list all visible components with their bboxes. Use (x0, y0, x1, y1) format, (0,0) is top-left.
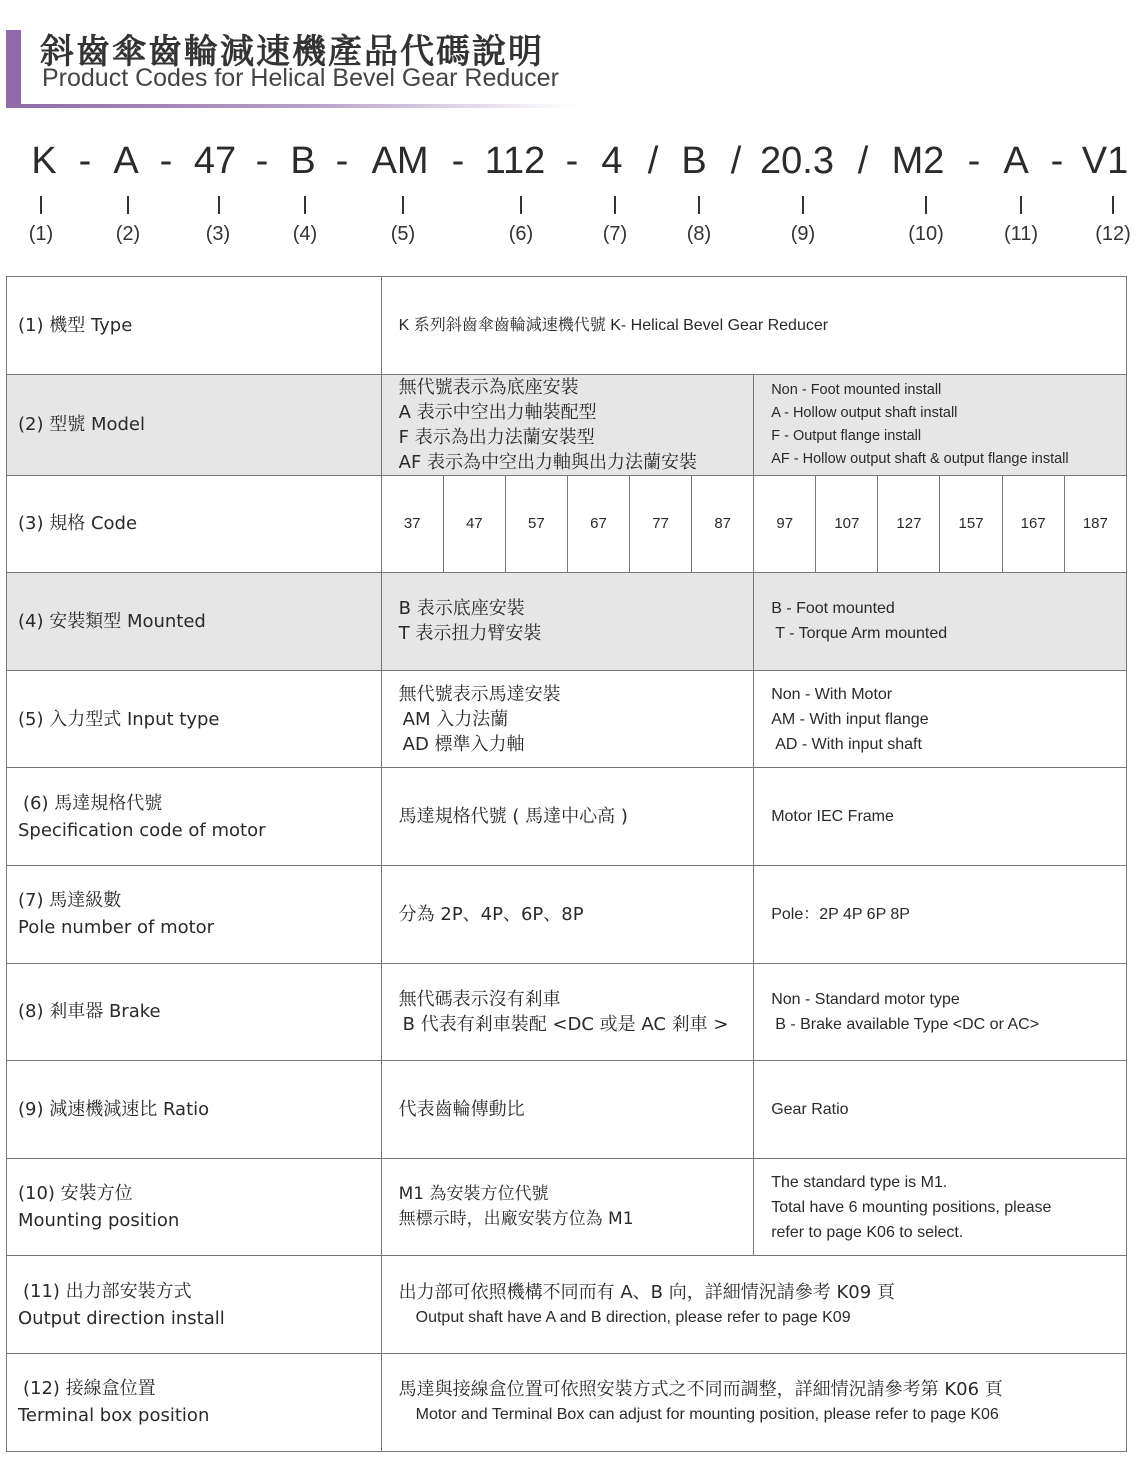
row-label: (10) 安裝方位 Mounting position (7, 1158, 382, 1256)
code-token: B (681, 140, 707, 182)
row-zh-description: M1 為安裝方位代號 無標示時，出廠安裝方位為 M1 (381, 1158, 754, 1256)
code-tick (925, 196, 927, 214)
row-label: (4) 安裝類型 Mounted (7, 573, 382, 671)
code-tick (520, 196, 522, 214)
row-zh-description: B 表示底座安裝 T 表示扭力臂安裝 (381, 573, 754, 671)
code-cell: 77 (630, 475, 692, 573)
code-separator: / (857, 140, 869, 182)
code-cell: 67 (567, 475, 629, 573)
code-cell: 157 (940, 475, 1002, 573)
code-cell: 47 (443, 475, 505, 573)
table-row (7, 1353, 1127, 1451)
code-separator: - (255, 140, 269, 182)
row-en-description: The standard type is M1. Total have 6 mounting positions, please refer to page K06 to select. (754, 1158, 1127, 1256)
row-label: (2) 型號 Model (7, 374, 382, 475)
code-separator: - (967, 140, 981, 182)
code-tick (40, 196, 42, 214)
code-separator: - (565, 140, 579, 182)
row-description: 出力部可依照機構不同而有 A、B 向，詳細情況請參考 K09 頁 Output shaft have A and B direction, please refer to page K09 (381, 1256, 1126, 1354)
code-number: (8) (686, 223, 712, 245)
page-subtitle: Product Codes for Helical Bevel Gear Reducer (42, 64, 559, 92)
row-zh-description: 無代碼表示沒有剎車 B 代表有剎車裝配 <DC 或是 AC 剎車 > (381, 963, 754, 1061)
row-zh-description: 無代號表示為底座安裝 A 表示中空出力軸裝配型 F 表示為出力法蘭安裝型 AF 表示為中空出力軸與出力法蘭安裝 (381, 374, 754, 475)
table-row (7, 768, 1127, 866)
table-row (7, 277, 1127, 375)
row-zh-description: 無代號表示馬達安裝 AM 入力法蘭 AD 標準入力軸 (381, 670, 754, 768)
code-separator: / (647, 140, 659, 182)
code-token: K (31, 140, 57, 182)
code-number: (2) (115, 223, 141, 245)
page-title: 斜齒傘齒輪減速機產品代碼說明 (40, 32, 544, 72)
code-cell: 57 (505, 475, 567, 573)
row-zh-description: 馬達規格代號 ( 馬達中心高 ) (381, 768, 754, 866)
code-separator: - (1050, 140, 1064, 182)
code-token: 4 (601, 140, 623, 182)
row-label: (6) 馬達規格代號 Specification code of motor (7, 768, 382, 866)
code-cell: 107 (816, 475, 878, 573)
code-tick (698, 196, 700, 214)
row-label: (11) 出力部安裝方式 Output direction install (7, 1256, 382, 1354)
header-underline (6, 104, 576, 108)
code-separator: / (730, 140, 742, 182)
row-zh-description: 分為 2P、4P、6P、8P (381, 865, 754, 963)
code-tick (127, 196, 129, 214)
code-number: (4) (292, 223, 318, 245)
code-tick (402, 196, 404, 214)
code-tick (1020, 196, 1022, 214)
row-label: (8) 剎車器 Brake (7, 963, 382, 1061)
code-tick (1112, 196, 1114, 214)
code-tick (614, 196, 616, 214)
code-token: B (290, 140, 316, 182)
code-number: (10) (908, 223, 944, 245)
row-en-description: Motor IEC Frame (754, 768, 1127, 866)
spec-table (6, 276, 1127, 1452)
row-label: (3) 規格 Code (7, 475, 382, 573)
table-row (7, 670, 1127, 768)
row-label: (12) 接線盒位置 Terminal box position (7, 1353, 382, 1451)
row-en-description: Gear Ratio (754, 1061, 1127, 1159)
code-token: V1 (1081, 140, 1129, 182)
code-cell: 127 (878, 475, 940, 573)
code-number: (6) (508, 223, 534, 245)
code-number: (12) (1095, 223, 1131, 245)
row-en-description: Non - With Motor AM - With input flange AD - With input shaft (754, 670, 1127, 768)
table-row (7, 1158, 1127, 1256)
code-token: 47 (193, 140, 237, 182)
code-tick (304, 196, 306, 214)
code-cell: 37 (381, 475, 443, 573)
row-description: 馬達與接線盒位置可依照安裝方式之不同而調整，詳細情況請參考第 K06 頁 Motor and Terminal Box can adjust for mounting position, please refer to page K06 (381, 1353, 1126, 1451)
code-token: AM (371, 140, 429, 182)
row-label: (1) 機型 Type (7, 277, 382, 375)
row-label: (5) 入力型式 Input type (7, 670, 382, 768)
table-row (7, 1256, 1127, 1354)
code-separator: - (335, 140, 349, 182)
table-row (7, 865, 1127, 963)
code-number: (9) (790, 223, 816, 245)
code-number: (3) (205, 223, 231, 245)
code-cell: 167 (1002, 475, 1064, 573)
header-accent-bar (6, 30, 21, 108)
code-tick (802, 196, 804, 214)
code-token: 20.3 (760, 140, 834, 182)
table-row (7, 475, 1127, 573)
row-en-description: Non - Foot mounted install A - Hollow output shaft install F - Output flange install AF - Hollow output shaft & output flange install (754, 374, 1127, 475)
code-separator: - (78, 140, 92, 182)
code-cell: 187 (1064, 475, 1126, 573)
table-row (7, 573, 1127, 671)
row-en-description: Pole：2P 4P 6P 8P (754, 865, 1127, 963)
code-cell: 97 (754, 475, 816, 573)
code-token: M2 (891, 140, 945, 182)
row-description: K 系列斜齒傘齒輪減速機代號 K- Helical Bevel Gear Reducer (381, 277, 1126, 375)
table-row (7, 963, 1127, 1061)
row-en-description: B - Foot mounted T - Torque Arm mounted (754, 573, 1127, 671)
code-separator: - (451, 140, 465, 182)
code-separator: - (159, 140, 173, 182)
code-token: 112 (484, 140, 546, 182)
row-en-description: Non - Standard motor type B - Brake available Type <DC or AC> (754, 963, 1127, 1061)
code-number: (1) (28, 223, 54, 245)
code-tick (218, 196, 220, 214)
code-number: (5) (390, 223, 416, 245)
row-label: (9) 減速機減速比 Ratio (7, 1061, 382, 1159)
code-cell: 87 (692, 475, 754, 573)
table-row (7, 1061, 1127, 1159)
code-token: A (1003, 140, 1029, 182)
code-number: (7) (602, 223, 628, 245)
row-zh-description: 代表齒輪傳動比 (381, 1061, 754, 1159)
code-token: A (113, 140, 139, 182)
table-row (7, 374, 1127, 475)
row-label: (7) 馬達級數 Pole number of motor (7, 865, 382, 963)
code-number: (11) (1003, 223, 1039, 245)
